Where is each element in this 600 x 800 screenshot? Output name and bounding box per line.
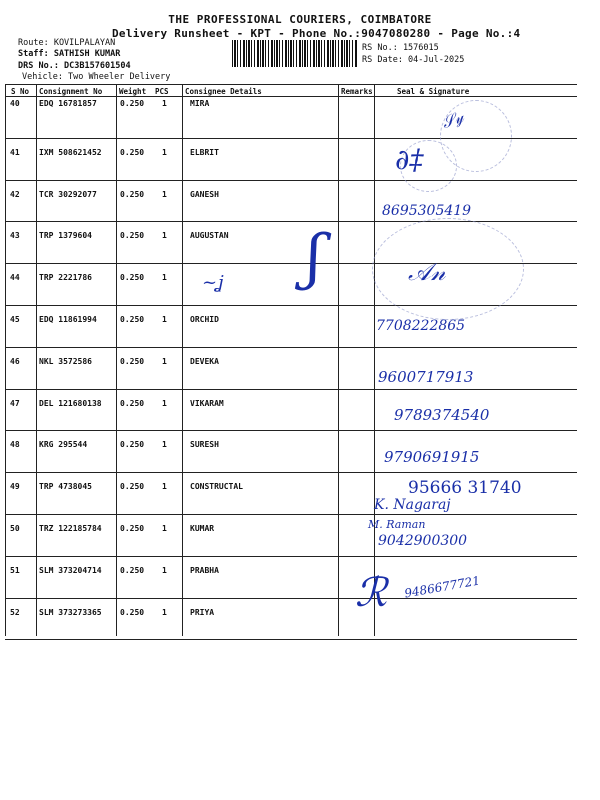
weight-cell: 0.250 <box>120 524 145 533</box>
row-divider <box>5 556 577 557</box>
consignee-name: AUGUSTAN <box>190 231 229 240</box>
consignee-name: ORCHID <box>190 315 219 324</box>
sno-cell: 50 <box>10 524 20 533</box>
col-header-sno: S No <box>11 87 30 96</box>
page-title: THE PROFESSIONAL COURIERS, COIMBATORE <box>168 13 432 26</box>
col-header-consignment: Consignment No <box>39 87 103 96</box>
col-header-signature: Seal & Signature <box>397 87 470 96</box>
col-divider <box>182 84 183 636</box>
sno-cell: 52 <box>10 608 20 617</box>
pcs-cell: 1 <box>162 608 167 617</box>
pcs-cell: 1 <box>162 482 167 491</box>
row-divider <box>5 180 577 181</box>
pcs-cell: 1 <box>162 231 167 240</box>
sno-cell: 51 <box>10 566 20 575</box>
col-divider <box>338 84 339 636</box>
pcs-cell: 1 <box>162 315 167 324</box>
consignment-number: TRP 2221786 <box>39 273 92 282</box>
signature-phone: 95666 31740 <box>408 478 522 498</box>
consignee-name: CONSTRUCTAL <box>190 482 243 491</box>
consignment-number: NKL 3572586 <box>39 357 92 366</box>
weight-cell: 0.250 <box>120 482 145 491</box>
pcs-cell: 1 <box>162 357 167 366</box>
vehicle-label: Vehicle: Two Wheeler Delivery <box>22 72 171 82</box>
col-divider <box>116 84 117 636</box>
rs-number: RS No.: 1576015 <box>362 43 439 53</box>
sno-cell: 40 <box>10 99 20 108</box>
row-divider <box>5 347 577 348</box>
weight-cell: 0.250 <box>120 566 145 575</box>
consignee-name: PRIYA <box>190 608 215 617</box>
sno-cell: 48 <box>10 440 20 449</box>
barcode <box>232 40 357 67</box>
row-divider <box>5 598 577 599</box>
consignee-name: KUMAR <box>190 524 215 533</box>
signature-scribble: 𝒜𝓃 <box>408 258 446 286</box>
consignment-number: IXM 508621452 <box>39 148 102 157</box>
consignee-name: DEVEKA <box>190 357 219 366</box>
consignment-number: EDQ 16781857 <box>39 99 97 108</box>
row-divider <box>5 430 577 431</box>
weight-cell: 0.250 <box>120 190 145 199</box>
sno-cell: 47 <box>10 399 20 408</box>
pcs-cell: 1 <box>162 148 167 157</box>
sno-cell: 49 <box>10 482 20 491</box>
signature-phone: 7708222865 <box>376 318 466 334</box>
staff-label: Staff: SATHISH KUMAR <box>18 49 121 59</box>
signature-scribble: ℛ <box>355 570 387 616</box>
weight-cell: 0.250 <box>120 315 145 324</box>
header-divider <box>5 96 577 97</box>
signature-phone: 9486677721 <box>403 573 481 601</box>
signature-phone: 8695305419 <box>382 203 472 219</box>
weight-cell: 0.250 <box>120 99 145 108</box>
consignee-name: PRABHA <box>190 566 219 575</box>
rs-date: RS Date: 04-Jul-2025 <box>362 55 465 65</box>
consignment-number: DEL 121680138 <box>39 399 102 408</box>
route-label: Route: KOVILPALAYAN <box>18 38 116 48</box>
row-divider <box>5 514 577 515</box>
pcs-cell: 1 <box>162 190 167 199</box>
pcs-cell: 1 <box>162 399 167 408</box>
consignee-name: ELBRIT <box>190 148 219 157</box>
weight-cell: 0.250 <box>120 273 145 282</box>
signature-name: K. Nagaraj <box>374 497 451 513</box>
signature-scribble: ʃ <box>306 222 323 292</box>
weight-cell: 0.250 <box>120 231 145 240</box>
consignment-number: TRP 4738045 <box>39 482 92 491</box>
signature-phone: 9600717913 <box>378 368 474 386</box>
signature-phone: 9790691915 <box>384 448 480 466</box>
sno-cell: 41 <box>10 148 20 157</box>
row-divider <box>5 389 577 390</box>
pcs-cell: 1 <box>162 440 167 449</box>
seal-stamp <box>372 218 524 320</box>
col-divider <box>374 84 375 636</box>
col-header-pcs: PCS <box>155 87 169 96</box>
signature-scribble: ~ʝ <box>202 272 224 293</box>
consignment-number: SLM 373204714 <box>39 566 102 575</box>
sno-cell: 43 <box>10 231 20 240</box>
sno-cell: 45 <box>10 315 20 324</box>
consignment-number: TRZ 122185784 <box>39 524 102 533</box>
col-header-weight: Weight <box>119 87 147 96</box>
consignee-name: VIKARAM <box>190 399 224 408</box>
signature-phone: 9042900300 <box>378 533 468 549</box>
signature-scribble: ∂‡ <box>395 143 424 176</box>
pcs-cell: 1 <box>162 273 167 282</box>
consignment-number: TRP 1379604 <box>39 231 92 240</box>
col-divider <box>36 84 37 636</box>
col-header-remarks: Remarks <box>341 87 373 96</box>
col-header-consignee: Consignee Details <box>185 87 262 96</box>
signature-phone: 9789374540 <box>394 406 490 424</box>
pcs-cell: 1 <box>162 566 167 575</box>
weight-cell: 0.250 <box>120 357 145 366</box>
weight-cell: 0.250 <box>120 148 145 157</box>
row-divider <box>5 221 577 222</box>
consignee-name: MIRA <box>190 99 210 108</box>
consignment-number: SLM 373273365 <box>39 608 102 617</box>
consignee-name: GANESH <box>190 190 219 199</box>
weight-cell: 0.250 <box>120 440 145 449</box>
sno-cell: 44 <box>10 273 20 282</box>
consignment-number: TCR 30292077 <box>39 190 97 199</box>
consignee-name: SURESH <box>190 440 219 449</box>
drs-number: DRS No.: DC3B157601504 <box>18 61 131 71</box>
sno-cell: 42 <box>10 190 20 199</box>
pcs-cell: 1 <box>162 99 167 108</box>
row-divider <box>5 472 577 473</box>
signature-name: M. Raman <box>368 518 426 531</box>
weight-cell: 0.250 <box>120 608 145 617</box>
weight-cell: 0.250 <box>120 399 145 408</box>
pcs-cell: 1 <box>162 524 167 533</box>
table-top-border <box>5 84 577 85</box>
consignment-number: KRG 295544 <box>39 440 88 449</box>
consignment-number: EDQ 11861994 <box>39 315 97 324</box>
col-divider <box>5 84 6 636</box>
row-divider <box>5 639 577 640</box>
runsheet-subtitle: Delivery Runsheet - KPT - Phone No.:9047080280 - Page No.:4 <box>112 27 521 40</box>
sno-cell: 46 <box>10 357 20 366</box>
signature-scribble: 𝒮𝓎 <box>439 106 467 133</box>
